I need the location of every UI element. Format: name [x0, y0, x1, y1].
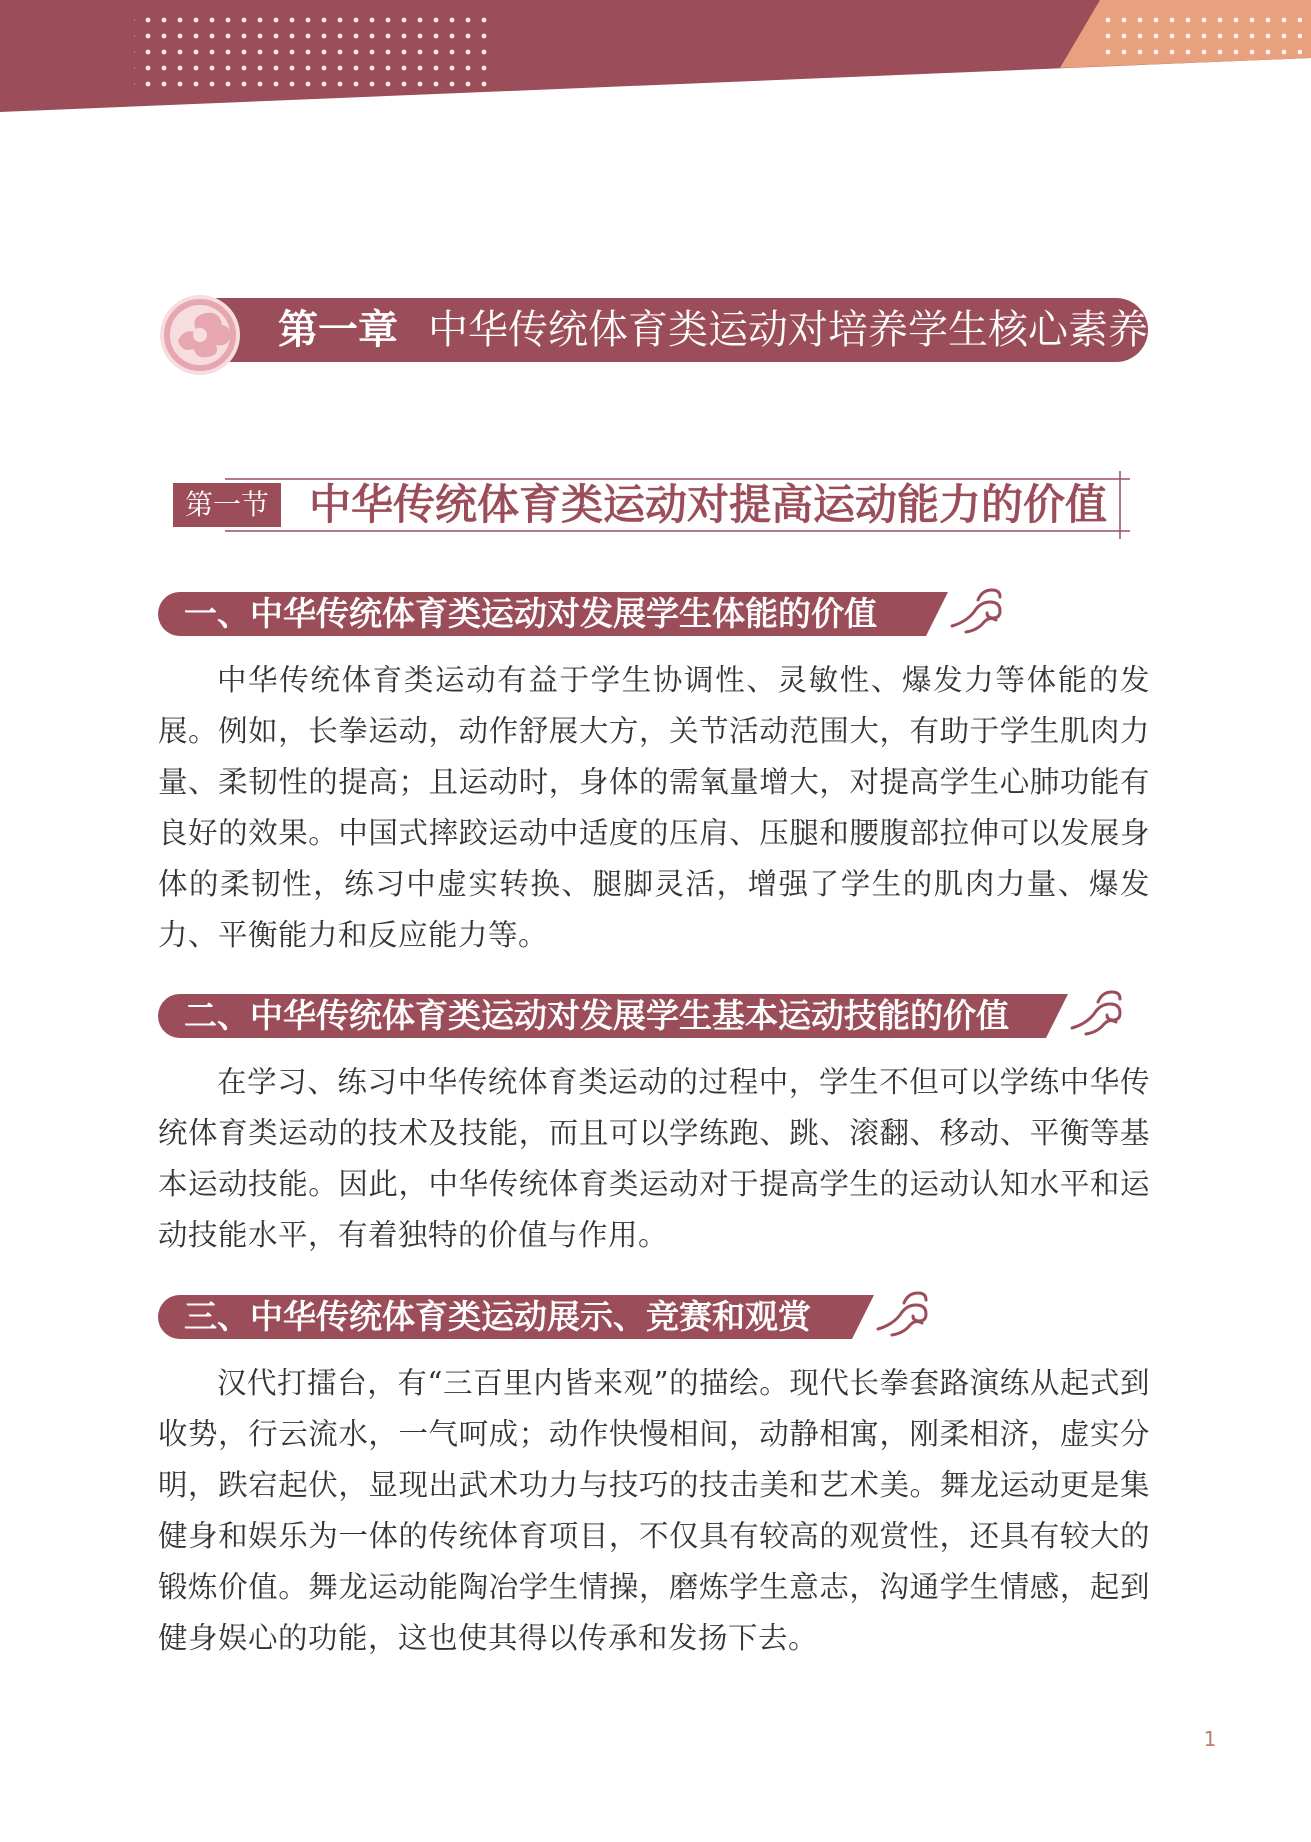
- subsection-heading-text: 二、中华传统体育类运动对发展学生基本运动技能的价值: [184, 996, 1009, 1035]
- top-banner: [0, 0, 1311, 120]
- auspicious-cloud-icon: [948, 586, 1004, 638]
- auspicious-cloud-roundel-icon: [158, 293, 242, 377]
- chapter-label: 第一章: [278, 307, 398, 353]
- section-heading: [184, 471, 1130, 539]
- banner-dot-pattern-left: [134, 12, 490, 92]
- section-title: 中华传统体育类运动对提高运动能力的价值: [309, 480, 1108, 529]
- page-number: 1: [1203, 1727, 1217, 1751]
- paragraph-1: 中华传统体育类运动有益于学生协调性、灵敏性、爆发力等体能的发展。例如，长拳运动，动作舒展大方，关节活动范围大，有助于学生肌肉力量、柔韧性的提高；且运动时，身体的需氧量增大，对提高学生心肺功能有良好的效果。中国式摔跤运动中适度的压肩、压腿和腰腹部拉伸可以发展身体的柔韧性，练习中虚实转换、腿脚灵活，增强了学生的肌肉力量、爆发力、平衡能力和反应能力等。: [158, 663, 1150, 952]
- auspicious-cloud-icon: [1068, 988, 1124, 1040]
- section-tag: 第一节: [173, 483, 281, 527]
- chapter-title: 中华传统体育类运动对培养学生核心素养的价值: [428, 307, 1268, 353]
- chapter-heading: [158, 293, 1268, 367]
- subsection-heading-2: [158, 994, 1142, 1038]
- auspicious-cloud-icon: [874, 1289, 930, 1341]
- paragraph-3: 汉代打擂台，有“三百里内皆来观”的描绘。现代长拳套路演练从起式到收势，行云流水，一气呵成；动作快慢相间，动静相寓，刚柔相济，虚实分明，跌宕起伏，显现出武术功力与技巧的技击美和艺术美。舞龙运动更是集健身和娱乐为一体的传统体育项目，不仅具有较高的观赏性，还具有较大的锻炼价值。舞龙运动能陶冶学生情操，磨炼学生意志，沟通学生情感，起到健身娱心的功能，这也使其得以传承和发扬下去。: [158, 1366, 1150, 1655]
- banner-dot-pattern-right: [1102, 14, 1302, 56]
- subsection-heading-text: 一、中华传统体育类运动对发展学生体能的价值: [184, 594, 877, 633]
- subsection-heading-text: 三、中华传统体育类运动展示、竞赛和观赏: [184, 1297, 811, 1336]
- subsection-heading-3: [158, 1295, 928, 1339]
- subsection-heading-1: [158, 592, 1022, 636]
- paragraph-2: 在学习、练习中华传统体育类运动的过程中，学生不但可以学练中华传统体育类运动的技术及技能，而且可以学练跑、跳、滚翻、移动、平衡等基本运动技能。因此，中华传统体育类运动对于提高学生的运动认知水平和运动技能水平，有着独特的价值与作用。: [158, 1065, 1150, 1252]
